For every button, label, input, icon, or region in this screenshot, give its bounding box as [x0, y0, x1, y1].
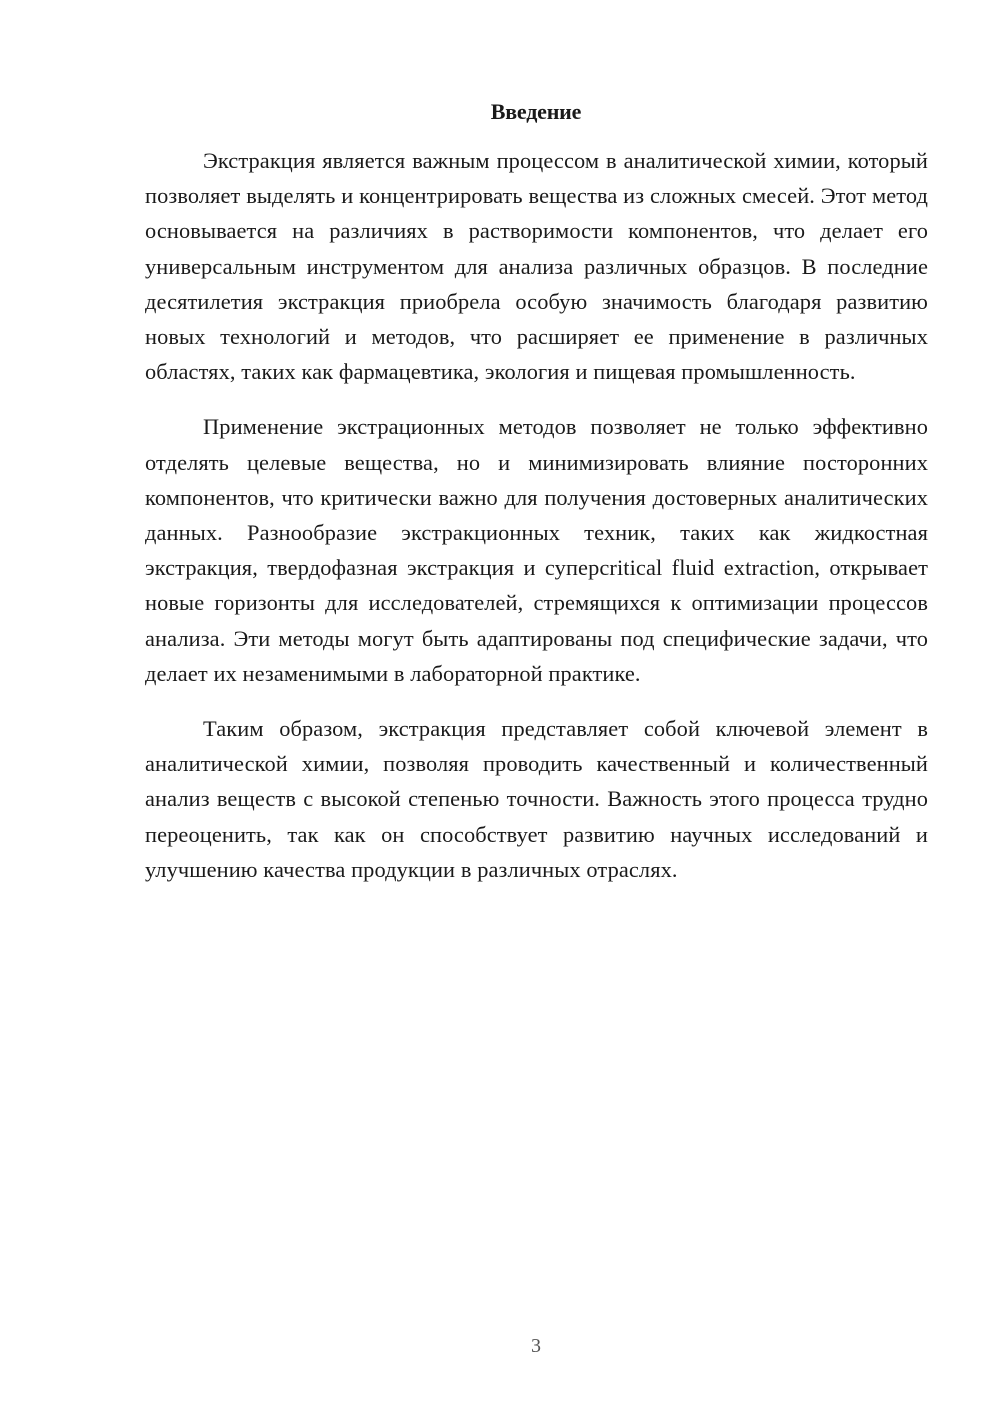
paragraph-3: Таким образом, экстракция представляет собой ключевой элемент в аналитической химии, позволяя проводить качественный и количественный анализ веществ с высокой степенью точности. Важность этого процесса трудно переоценить, так как он способствует развитию научных исследований и улучшению качества продукции в различных отраслях.: [145, 716, 928, 882]
paragraph-1: Экстракция является важным процессом в аналитической химии, который позволяет выделять и концентрировать вещества из сложных смесей. Этот метод основывается на различиях в растворимости компонентов, что делает его универсальным инструментом для анализа различных образцов. В последние десятилетия экстракция приобрела особую значимость благодаря развитию новых технологий и методов, что расширяет ее применение в различных областях, таких как фармацевтика, экология и пищевая промышленность.: [145, 148, 928, 385]
paragraph-2: Применение экстрационных методов позволяет не только эффективно отделять целевые вещества, но и минимизировать влияние посторонних компонентов, что критически важно для получения достоверных аналитических данных. Разнообразие экстракционных техник, таких как жидкостная экстракция, твердофазная экстракция и суперcritical fluid extraction, открывает новые горизонты для исследователей, стремящихся к оптимизации процессов анализа. Эти методы могут быть адаптированы под специфические задачи, что делает их незаменимыми в лабораторной практике.: [145, 414, 928, 686]
body-text: [145, 143, 928, 907]
page-number: 3: [531, 1335, 541, 1357]
section-heading: Введение: [490, 99, 582, 124]
